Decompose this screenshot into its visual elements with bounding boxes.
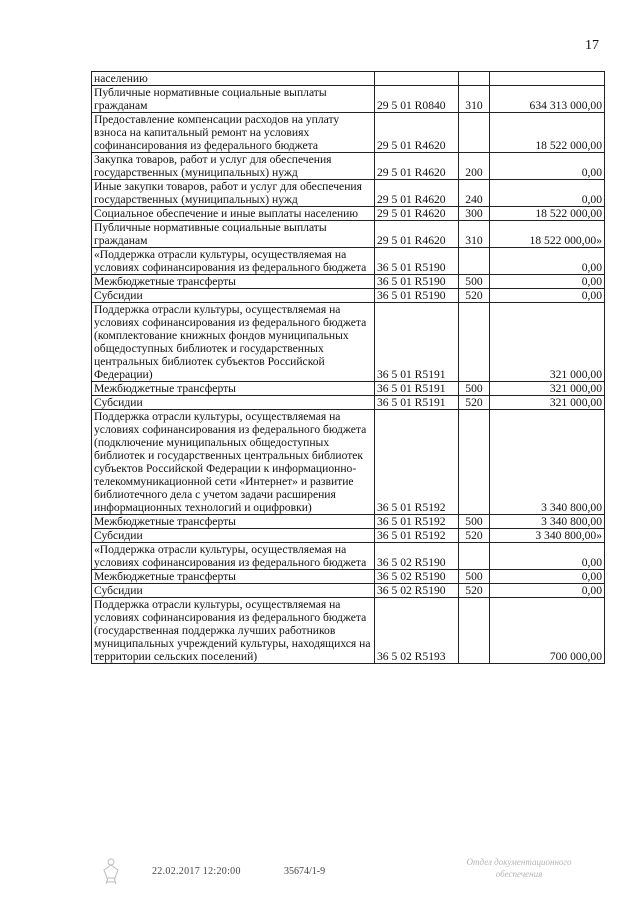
row-name: Иные закупки товаров, работ и услуг для обеспечения государственных (муниципальных) нужд bbox=[92, 180, 375, 207]
row-amount: 0,00 bbox=[490, 180, 605, 207]
row-amount: 0,00 bbox=[490, 275, 605, 289]
row-expense-type: 520 bbox=[459, 396, 490, 410]
row-amount: 321 000,00 bbox=[490, 303, 605, 382]
row-amount: 634 313 000,00 bbox=[490, 86, 605, 113]
row-amount: 0,00 bbox=[490, 543, 605, 570]
row-name: Межбюджетные трансферты bbox=[92, 275, 375, 289]
row-name: Публичные нормативные социальные выплаты гражданам bbox=[92, 86, 375, 113]
row-expense-type: 300 bbox=[459, 207, 490, 221]
table-row bbox=[92, 410, 605, 515]
row-target-code: 29 5 01 R4620 bbox=[375, 180, 459, 207]
row-amount: 18 522 000,00 bbox=[490, 207, 605, 221]
row-name: Социальное обеспечение и иные выплаты населению bbox=[92, 207, 375, 221]
emblem-icon bbox=[101, 856, 121, 886]
row-expense-type bbox=[459, 543, 490, 570]
row-target-code: 29 5 01 R0840 bbox=[375, 86, 459, 113]
row-amount: 700 000,00 bbox=[490, 598, 605, 664]
row-name: Поддержка отрасли культуры, осуществляемая на условиях софинансирования из федерального бюджета (государственная поддержка лучших работников муниципальных учреждений культуры, находящихся на территории сельских поселений) bbox=[92, 598, 375, 664]
table-row bbox=[92, 207, 605, 221]
row-name: Межбюджетные трансферты bbox=[92, 382, 375, 396]
row-expense-type: 500 bbox=[459, 275, 490, 289]
row-amount: 321 000,00 bbox=[490, 396, 605, 410]
row-amount: 0,00 bbox=[490, 289, 605, 303]
row-expense-type: 520 bbox=[459, 529, 490, 543]
row-target-code: 29 5 01 R4620 bbox=[375, 207, 459, 221]
row-expense-type: 520 bbox=[459, 289, 490, 303]
row-amount: 3 340 800,00 bbox=[490, 515, 605, 529]
table-row bbox=[92, 221, 605, 248]
row-name: Публичные нормативные социальные выплаты гражданам bbox=[92, 221, 375, 248]
row-target-code: 29 5 01 R4620 bbox=[375, 221, 459, 248]
row-expense-type: 310 bbox=[459, 221, 490, 248]
row-target-code: 36 5 02 R5190 bbox=[375, 570, 459, 584]
row-amount: 18 522 000,00 bbox=[490, 113, 605, 153]
row-name: Поддержка отрасли культуры, осуществляемая на условиях софинансирования из федерального бюджета (подключение муниципальных общедоступных библиотек и государственных центральных библиотек субъектов Российской Федерации к информационно-телекоммуникационной сети «Интернет» и развитие библиотечного дела с учетом задачи расширения информационных технологий и оцифровки) bbox=[92, 410, 375, 515]
table-row bbox=[92, 275, 605, 289]
row-target-code: 36 5 01 R5191 bbox=[375, 303, 459, 382]
row-amount: 321 000,00 bbox=[490, 382, 605, 396]
row-target-code: 36 5 02 R5190 bbox=[375, 584, 459, 598]
row-target-code: 36 5 01 R5192 bbox=[375, 515, 459, 529]
row-expense-type bbox=[459, 410, 490, 515]
row-amount: 0,00 bbox=[490, 584, 605, 598]
row-name: Субсидии bbox=[92, 289, 375, 303]
row-name: Поддержка отрасли культуры, осуществляемая на условиях софинансирования из федерального бюджета (комплектование книжных фондов муниципальных общедоступных библиотек и государственных центральных библиотек субъектов Российской Федерации) bbox=[92, 303, 375, 382]
row-amount: 0,00 bbox=[490, 248, 605, 275]
row-target-code: 36 5 01 R5191 bbox=[375, 382, 459, 396]
row-name: Межбюджетные трансферты bbox=[92, 515, 375, 529]
row-name: Закупка товаров, работ и услуг для обеспечения государственных (муниципальных) нужд bbox=[92, 153, 375, 180]
row-name: Предоставление компенсации расходов на уплату взноса на капитальный ремонт на условиях софинансирования из федерального бюджета bbox=[92, 113, 375, 153]
table-row bbox=[92, 289, 605, 303]
row-target-code: 36 5 01 R5190 bbox=[375, 275, 459, 289]
row-amount: 0,00 bbox=[490, 153, 605, 180]
table-row bbox=[92, 584, 605, 598]
row-expense-type bbox=[459, 72, 490, 86]
table-row bbox=[92, 382, 605, 396]
row-expense-type: 520 bbox=[459, 584, 490, 598]
row-target-code: 36 5 01 R5191 bbox=[375, 396, 459, 410]
table-row bbox=[92, 515, 605, 529]
page-number: 17 bbox=[585, 38, 599, 53]
row-name: Субсидии bbox=[92, 396, 375, 410]
row-name: Межбюджетные трансферты bbox=[92, 570, 375, 584]
row-expense-type: 500 bbox=[459, 515, 490, 529]
row-expense-type: 500 bbox=[459, 570, 490, 584]
row-target-code: 29 5 01 R4620 bbox=[375, 113, 459, 153]
budget-table-body bbox=[92, 72, 605, 664]
row-name: населению bbox=[92, 72, 375, 86]
row-target-code: 29 5 01 R4620 bbox=[375, 153, 459, 180]
footer-document-number: 35674/1-9 bbox=[284, 866, 326, 877]
table-row bbox=[92, 248, 605, 275]
row-name: «Поддержка отрасли культуры, осуществляемая на условиях софинансирования из федерального бюджета bbox=[92, 248, 375, 275]
table-row bbox=[92, 72, 605, 86]
row-target-code: 36 5 01 R5192 bbox=[375, 410, 459, 515]
row-amount: 3 340 800,00 bbox=[490, 410, 605, 515]
budget-table bbox=[91, 71, 605, 664]
row-expense-type bbox=[459, 598, 490, 664]
table-row bbox=[92, 543, 605, 570]
table-row bbox=[92, 396, 605, 410]
row-amount bbox=[490, 72, 605, 86]
footer-timestamp: 22.02.2017 12:20:00 bbox=[152, 866, 241, 877]
table-row bbox=[92, 303, 605, 382]
row-expense-type bbox=[459, 303, 490, 382]
row-amount: 0,00 bbox=[490, 570, 605, 584]
stamp-line-1: Отдел документационного bbox=[466, 857, 572, 867]
row-amount: 18 522 000,00» bbox=[490, 221, 605, 248]
row-expense-type: 240 bbox=[459, 180, 490, 207]
stamp-line-2: обеспечения bbox=[495, 869, 543, 879]
row-target-code: 36 5 02 R5193 bbox=[375, 598, 459, 664]
row-name: Субсидии bbox=[92, 529, 375, 543]
row-target-code: 36 5 02 R5190 bbox=[375, 543, 459, 570]
row-target-code bbox=[375, 72, 459, 86]
row-name: Субсидии bbox=[92, 584, 375, 598]
table-row bbox=[92, 529, 605, 543]
row-expense-type bbox=[459, 113, 490, 153]
department-stamp bbox=[452, 856, 586, 880]
row-name: «Поддержка отрасли культуры, осуществляемая на условиях софинансирования из федерального бюджета bbox=[92, 543, 375, 570]
table-row bbox=[92, 153, 605, 180]
row-amount: 3 340 800,00» bbox=[490, 529, 605, 543]
row-expense-type: 500 bbox=[459, 382, 490, 396]
table-row bbox=[92, 570, 605, 584]
row-target-code: 36 5 01 R5192 bbox=[375, 529, 459, 543]
row-expense-type bbox=[459, 248, 490, 275]
table-row bbox=[92, 180, 605, 207]
row-expense-type: 200 bbox=[459, 153, 490, 180]
table-row bbox=[92, 113, 605, 153]
table-row bbox=[92, 598, 605, 664]
row-expense-type: 310 bbox=[459, 86, 490, 113]
row-target-code: 36 5 01 R5190 bbox=[375, 248, 459, 275]
row-target-code: 36 5 01 R5190 bbox=[375, 289, 459, 303]
table-row bbox=[92, 86, 605, 113]
